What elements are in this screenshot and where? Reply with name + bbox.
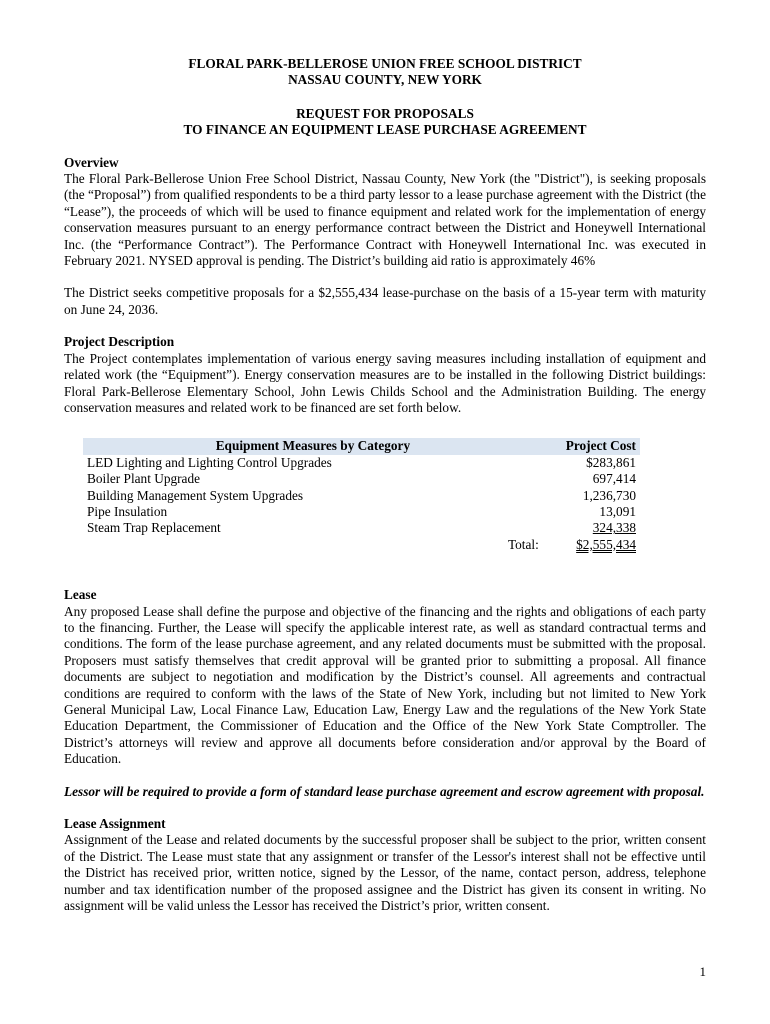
- project-paragraph: The Project contemplates implementation of various energy saving measures including installation of equipment and related work (the “Equipment”). Energy conservation measures are to be installed in the following District buildings: Floral Park-Bellerose Elementary School, John Lewis Childs School and the Administration Building. The energy conservation measures and related work to be financed are set forth below.: [64, 350, 706, 415]
- assignment-paragraph: Assignment of the Lease and related documents by the successful proposer shall be subject to the prior, written consent of the District. The Lease must state that any assignment or transfer of the Lessor's interest shall not be effective until the District has received prior, written notice, signed by the Lessor, of the name, contact person, address, telephone number and tax identification number of the proposed assignee and the District has given its consent in writing. No assignment will be valid unless the Lessor has received the District’s prior, written consent.: [64, 832, 706, 914]
- table-row: [83, 504, 640, 520]
- row-category: LED Lighting and Lighting Control Upgrades: [87, 454, 332, 470]
- document-page: [64, 56, 706, 914]
- table-row: [83, 520, 640, 536]
- table-total-row: [83, 537, 640, 553]
- document-header: [64, 56, 706, 139]
- assignment-heading: Lease Assignment: [64, 816, 166, 832]
- rfp-title: REQUEST FOR PROPOSALS: [296, 105, 474, 121]
- table-row: [83, 455, 640, 471]
- page-number: 1: [699, 964, 706, 979]
- total-label: Total:: [507, 536, 539, 552]
- equipment-table: [83, 438, 640, 553]
- equipment-table-wrapper: [83, 438, 640, 553]
- lease-heading: Lease: [64, 587, 97, 603]
- district-name: FLORAL PARK-BELLEROSE UNION FREE SCHOOL DISTRICT: [188, 56, 582, 71]
- project-section: [64, 334, 706, 416]
- lease-note: Lessor will be required to provide a form of standard lease purchase agreement and escrow agreement with proposal.: [64, 783, 705, 799]
- overview-heading: Overview: [64, 154, 119, 170]
- row-cost: 697,414: [592, 471, 636, 487]
- rfp-subtitle: TO FINANCE AN EQUIPMENT LEASE PURCHASE AGREEMENT: [183, 122, 587, 138]
- row-cost: $283,861: [586, 454, 636, 470]
- row-cost: 13,091: [599, 503, 636, 519]
- row-category: Steam Trap Replacement: [87, 520, 221, 536]
- lease-section: [64, 587, 706, 800]
- county-name: NASSAU COUNTY, NEW YORK: [288, 72, 482, 88]
- lease-paragraph: Any proposed Lease shall define the purpose and objective of the financing and the rights and obligations of each party to the financing. Further, the Lease will specify the applicable interest rate, as well as standard contractual terms and conditions. The form of the lease purchase agreement, and any related documents must be submitted with the proposal. Proposers must satisfy themselves that credit approval will be granted prior to submitting a proposal. All finance documents are subject to negotiation and modification by the District’s counsel. All agreements and contractual conditions are required to conform with the laws of the State of New York, including but not limited to New York General Municipal Law, Local Finance Law, Education Law, Energy Law and the regulations of the New York State Education Department, the Commissioner of Education and the Office of the New York State Comptroller. The District’s attorneys will review and approve all documents before consideration and/or approval by the Board of Education.: [64, 603, 706, 767]
- row-cost: 1,236,730: [582, 487, 636, 503]
- assignment-section: [64, 816, 706, 914]
- overview-section: [64, 155, 706, 319]
- table-row: [83, 488, 640, 504]
- row-category: Boiler Plant Upgrade: [87, 471, 200, 487]
- total-value: $2,555,434: [576, 536, 636, 552]
- column-header-cost: Project Cost: [543, 438, 640, 454]
- table-row: [83, 471, 640, 487]
- overview-paragraph-2: The District seeks competitive proposals for a $2,555,434 lease-purchase on the basis of a 15-year term with maturity on June 24, 2036.: [64, 285, 706, 317]
- column-header-category: Equipment Measures by Category: [83, 438, 543, 454]
- row-cost: 324,338: [592, 520, 636, 536]
- row-category: Pipe Insulation: [87, 503, 168, 519]
- overview-paragraph-1: The Floral Park-Bellerose Union Free School District, Nassau County, New York (the "District"), is seeking proposals (the “Proposal”) from qualified respondents to be a third party lessor to a lease purchase agreement with the District (the “Lease”), the proceeds of which will be used to finance equipment and related work for the implementation of energy conservation measures pursuant to an energy performance contract between the District and Honeywell International Inc. (the “Performance Contract”). The Performance Contract with Honeywell International Inc. was executed in February 2021. NYSED approval is pending. The District’s building aid ratio is approximately 46%: [64, 171, 706, 269]
- table-header-row: [83, 438, 640, 454]
- project-heading: Project Description: [64, 334, 175, 350]
- row-category: Building Management System Upgrades: [87, 487, 304, 503]
